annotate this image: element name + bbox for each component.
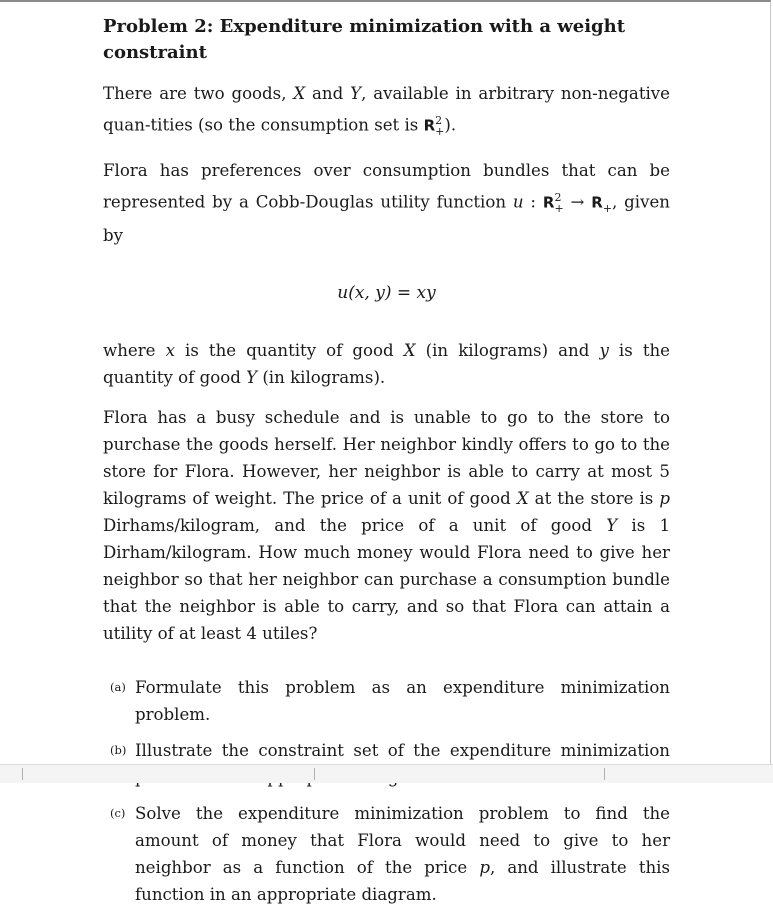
paragraph-preferences: Flora has preferences over consumption bundles that can be represented by a Cobb-Douglas utility function u : $R^2_+ \to R_+$, given by [103,160,670,245]
divider [604,768,605,780]
part-text: Solve the expenditure minimization problem to find the amount of money that Flora would need to give to her neighbor as a function of the price p, and illustrate this function in an appropriate diagram. [135,803,670,904]
divider [22,768,23,780]
paragraph-goods: There are two goods, X and Y, available in arbitrary non-negative quan-tities (so the consumption set is $R^2_+$). [103,84,670,138]
problem-title: Problem 2: Expenditure minimization with a weight constraint [103,16,626,63]
part-label: (b) [110,742,127,757]
paragraph-scenario: Flora has a busy schedule and is unable to go to the store to purchase the goods herself. Her neighbor kindly offers to go to the store for Flora. However, her neighbor is able to carry at most 5 kilograms of weight. The price of a unit of good X at the store is p Dirhams/kilogram, and the price of a unit of good Y is 1 Dirham/kilogram. How much money would Flora need to give her neighbor so that her neighbor can purchase a consumption bundle that the neighbor is able to carry, and so that Flora can attain a utility of at least 4 utiles? [103,407,671,643]
paragraph-variables: where x is the quantity of good X (in kilograms) and y is the quantity of good Y (in kilograms). [103,340,670,387]
divider [314,768,315,780]
page-bottom-strip [0,764,773,783]
part-text: Illustrate the constraint set of the expenditure minimization [135,740,670,760]
question-parts [103,674,670,908]
list-item [110,674,670,728]
part-label: (c) [110,805,126,820]
list-item [110,800,670,908]
part-text: Formulate this problem as an expenditure minimization problem. [135,677,670,724]
utility-equation: u(x, y) = xy [337,282,436,303]
part-label: (a) [110,679,126,694]
